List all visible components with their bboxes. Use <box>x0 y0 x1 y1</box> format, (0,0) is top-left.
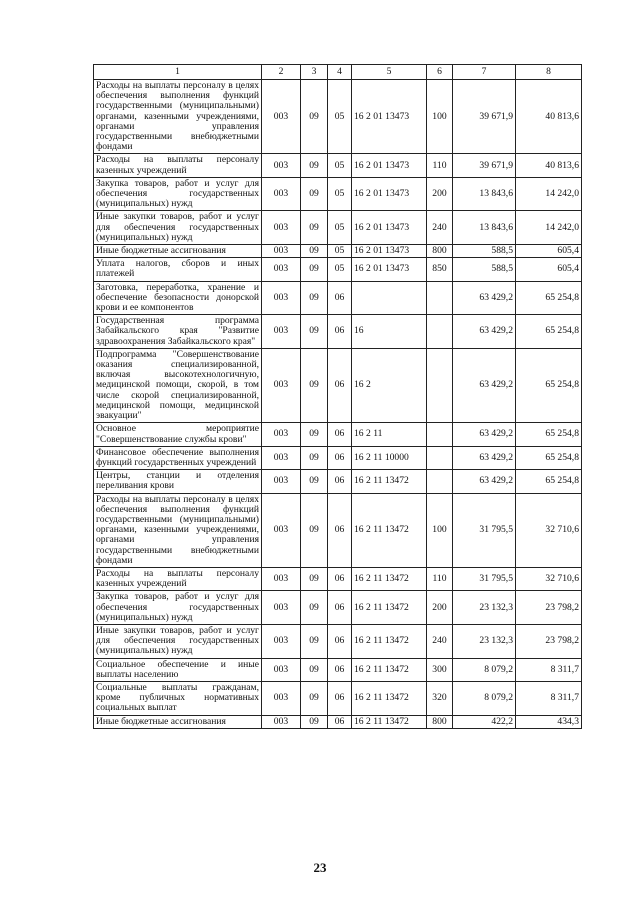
expense-type-cell: 200 <box>427 591 453 625</box>
year2-amount-cell: 434,3 <box>516 715 582 728</box>
table-row <box>94 567 582 590</box>
section-cell: 09 <box>301 245 328 258</box>
year1-amount-cell: 8 079,2 <box>453 658 516 681</box>
section-cell: 09 <box>301 154 328 177</box>
year1-amount-cell: 8 079,2 <box>453 681 516 715</box>
gl-code-cell: 003 <box>262 715 301 728</box>
table-row <box>94 281 582 315</box>
row-name-cell: Государственная программа Забайкальского края "Развитие здравоохранения Забайкальского края" <box>94 315 262 349</box>
target-item-cell: 16 2 11 13472 <box>352 470 427 493</box>
gl-code-cell: 003 <box>262 567 301 590</box>
table-row <box>94 211 582 245</box>
year1-amount-cell: 588,5 <box>453 258 516 281</box>
year1-amount-cell: 63 429,2 <box>453 470 516 493</box>
section-cell: 09 <box>301 177 328 211</box>
gl-code-cell: 003 <box>262 315 301 349</box>
expense-type-cell: 800 <box>427 245 453 258</box>
expense-type-cell: 850 <box>427 258 453 281</box>
target-item-cell: 16 2 01 13473 <box>352 258 427 281</box>
year2-amount-cell: 14 242,0 <box>516 177 582 211</box>
expense-type-cell: 800 <box>427 715 453 728</box>
section-cell: 09 <box>301 258 328 281</box>
subsection-cell: 06 <box>328 446 352 469</box>
table-row <box>94 177 582 211</box>
subsection-cell: 06 <box>328 591 352 625</box>
subsection-cell: 06 <box>328 281 352 315</box>
section-cell: 09 <box>301 423 328 446</box>
subsection-cell: 06 <box>328 470 352 493</box>
expense-type-cell <box>427 281 453 315</box>
table-row <box>94 80 582 154</box>
gl-code-cell: 003 <box>262 446 301 469</box>
year1-amount-cell: 13 843,6 <box>453 177 516 211</box>
subsection-cell: 06 <box>328 658 352 681</box>
gl-code-cell: 003 <box>262 493 301 567</box>
target-item-cell: 16 2 11 13472 <box>352 493 427 567</box>
expense-type-cell: 110 <box>427 154 453 177</box>
row-name-cell: Центры, станции и отделения переливания крови <box>94 470 262 493</box>
year2-amount-cell: 65 254,8 <box>516 315 582 349</box>
section-cell: 09 <box>301 315 328 349</box>
table-row <box>94 315 582 349</box>
year2-amount-cell: 605,4 <box>516 258 582 281</box>
target-item-cell <box>352 281 427 315</box>
section-cell: 09 <box>301 470 328 493</box>
row-name-cell: Уплата налогов, сборов и иных платежей <box>94 258 262 281</box>
row-name-cell: Иные бюджетные ассигнования <box>94 715 262 728</box>
table-row <box>94 154 582 177</box>
table-row <box>94 591 582 625</box>
section-cell: 09 <box>301 211 328 245</box>
expense-type-cell: 200 <box>427 177 453 211</box>
target-item-cell: 16 2 11 <box>352 423 427 446</box>
gl-code-cell: 003 <box>262 681 301 715</box>
year2-amount-cell: 23 798,2 <box>516 591 582 625</box>
year1-amount-cell: 422,2 <box>453 715 516 728</box>
row-name-cell: Подпрограмма "Совершенствование оказания специализированной, включая высокотехнологичную, медицинской помощи, скорой, в том числе скорой специализированной, медицинской помощи, медицинской эвакуации" <box>94 348 262 422</box>
year1-amount-cell: 588,5 <box>453 245 516 258</box>
year2-amount-cell: 32 710,6 <box>516 567 582 590</box>
year1-amount-cell: 63 429,2 <box>453 446 516 469</box>
gl-code-cell: 003 <box>262 624 301 658</box>
subsection-cell: 06 <box>328 567 352 590</box>
section-cell: 09 <box>301 348 328 422</box>
target-item-cell: 16 2 01 13473 <box>352 177 427 211</box>
row-name-cell: Социальные выплаты гражданам, кроме публичных нормативных социальных выплат <box>94 681 262 715</box>
gl-code-cell: 003 <box>262 348 301 422</box>
row-name-cell: Расходы на выплаты персоналу в целях обеспечения выполнения функций государственными (муниципальными) органами, казенными учреждениями, органами управления государственными внебюджетными фондами <box>94 80 262 154</box>
section-cell: 09 <box>301 567 328 590</box>
name-column-header: 1 <box>94 65 262 80</box>
subsection-cell: 06 <box>328 348 352 422</box>
row-name-cell: Заготовка, переработка, хранение и обеспечение безопасности донорской крови и ее компонентов <box>94 281 262 315</box>
subsection-cell: 06 <box>328 423 352 446</box>
expense-type-cell: 110 <box>427 567 453 590</box>
row-name-cell: Финансовое обеспечение выполнения функций государственных учреждений <box>94 446 262 469</box>
gl-code-cell: 003 <box>262 177 301 211</box>
row-name-cell: Иные закупки товаров, работ и услуг для обеспечения государственных (муниципальных) нужд <box>94 211 262 245</box>
expense-type-cell: 300 <box>427 658 453 681</box>
target-item-cell: 16 2 11 13472 <box>352 567 427 590</box>
target-item-cell: 16 2 11 10000 <box>352 446 427 469</box>
year2-amount-cell: 65 254,8 <box>516 446 582 469</box>
table-row <box>94 258 582 281</box>
target-item-cell: 16 2 01 13473 <box>352 154 427 177</box>
table-row <box>94 658 582 681</box>
year2-amount-cell: 32 710,6 <box>516 493 582 567</box>
subsection-cell: 06 <box>328 624 352 658</box>
target-item-cell: 16 2 11 13472 <box>352 715 427 728</box>
section-cell: 09 <box>301 715 328 728</box>
table-row <box>94 493 582 567</box>
year2-amount-cell: 14 242,0 <box>516 211 582 245</box>
year1-amount-cell: 63 429,2 <box>453 423 516 446</box>
section-cell: 09 <box>301 281 328 315</box>
section-cell: 09 <box>301 658 328 681</box>
expense-type-cell: 100 <box>427 493 453 567</box>
table-row <box>94 681 582 715</box>
year2-amount-cell: 605,4 <box>516 245 582 258</box>
table-row <box>94 348 582 422</box>
expense-type-column-header: 6 <box>427 65 453 80</box>
subsection-column-header: 4 <box>328 65 352 80</box>
subsection-cell: 05 <box>328 258 352 281</box>
section-cell: 09 <box>301 80 328 154</box>
gl-code-cell: 003 <box>262 258 301 281</box>
year1-amount-cell: 39 671,9 <box>453 154 516 177</box>
year1-amount-cell: 63 429,2 <box>453 281 516 315</box>
target-item-cell: 16 2 01 13473 <box>352 245 427 258</box>
section-cell: 09 <box>301 493 328 567</box>
subsection-cell: 06 <box>328 315 352 349</box>
gl-code-cell: 003 <box>262 423 301 446</box>
subsection-cell: 05 <box>328 154 352 177</box>
year2-amount-cell: 65 254,8 <box>516 281 582 315</box>
year1-amount-cell: 63 429,2 <box>453 315 516 349</box>
row-name-cell: Расходы на выплаты персоналу казенных учреждений <box>94 567 262 590</box>
table-row <box>94 470 582 493</box>
subsection-cell: 06 <box>328 493 352 567</box>
year2-amount-column-header: 8 <box>516 65 582 80</box>
target-item-cell: 16 2 11 13472 <box>352 681 427 715</box>
year1-amount-cell: 23 132,3 <box>453 624 516 658</box>
budget-table <box>93 64 582 729</box>
expense-type-cell <box>427 348 453 422</box>
year2-amount-cell: 8 311,7 <box>516 681 582 715</box>
row-name-cell: Расходы на выплаты персоналу казенных учреждений <box>94 154 262 177</box>
target-item-cell: 16 2 11 13472 <box>352 624 427 658</box>
expense-type-cell <box>427 446 453 469</box>
row-name-cell: Закупка товаров, работ и услуг для обеспечения государственных (муниципальных) нужд <box>94 177 262 211</box>
section-cell: 09 <box>301 681 328 715</box>
year2-amount-cell: 65 254,8 <box>516 470 582 493</box>
target-item-cell: 16 <box>352 315 427 349</box>
gl-code-cell: 003 <box>262 245 301 258</box>
row-name-cell: Иные закупки товаров, работ и услуг для обеспечения государственных (муниципальных) нужд <box>94 624 262 658</box>
expense-type-cell <box>427 315 453 349</box>
subsection-cell: 05 <box>328 80 352 154</box>
expense-type-cell <box>427 470 453 493</box>
table-row <box>94 624 582 658</box>
target-item-cell: 16 2 01 13473 <box>352 211 427 245</box>
table-row <box>94 423 582 446</box>
expense-type-cell: 100 <box>427 80 453 154</box>
table-body <box>94 80 582 729</box>
table-head <box>94 65 582 80</box>
gl-code-cell: 003 <box>262 80 301 154</box>
year1-amount-cell: 13 843,6 <box>453 211 516 245</box>
table-row <box>94 245 582 258</box>
row-name-cell: Социальное обеспечение и иные выплаты населению <box>94 658 262 681</box>
year1-amount-cell: 39 671,9 <box>453 80 516 154</box>
subsection-cell: 05 <box>328 245 352 258</box>
subsection-cell: 06 <box>328 681 352 715</box>
gl-code-cell: 003 <box>262 591 301 625</box>
row-name-cell: Иные бюджетные ассигнования <box>94 245 262 258</box>
gl-code-cell: 003 <box>262 470 301 493</box>
year2-amount-cell: 8 311,7 <box>516 658 582 681</box>
subsection-cell: 05 <box>328 177 352 211</box>
year2-amount-cell: 23 798,2 <box>516 624 582 658</box>
gl-code-cell: 003 <box>262 154 301 177</box>
target-item-cell: 16 2 <box>352 348 427 422</box>
subsection-cell: 06 <box>328 715 352 728</box>
row-name-cell: Основное мероприятие "Совершенствование службы крови" <box>94 423 262 446</box>
expense-type-cell: 240 <box>427 211 453 245</box>
section-cell: 09 <box>301 446 328 469</box>
year2-amount-cell: 65 254,8 <box>516 348 582 422</box>
target-item-cell: 16 2 01 13473 <box>352 80 427 154</box>
year1-amount-column-header: 7 <box>453 65 516 80</box>
year2-amount-cell: 40 813,6 <box>516 80 582 154</box>
section-column-header: 3 <box>301 65 328 80</box>
gl-code-column-header: 2 <box>262 65 301 80</box>
row-name-cell: Расходы на выплаты персоналу в целях обеспечения выполнения функций государственными (муниципальными) органами, казенными учреждениями, органами управления государственными внебюджетными фондами <box>94 493 262 567</box>
year1-amount-cell: 31 795,5 <box>453 493 516 567</box>
target-item-column-header: 5 <box>352 65 427 80</box>
year1-amount-cell: 31 795,5 <box>453 567 516 590</box>
year1-amount-cell: 23 132,3 <box>453 591 516 625</box>
row-name-cell: Закупка товаров, работ и услуг для обеспечения государственных (муниципальных) нужд <box>94 591 262 625</box>
section-cell: 09 <box>301 624 328 658</box>
gl-code-cell: 003 <box>262 658 301 681</box>
target-item-cell: 16 2 11 13472 <box>352 658 427 681</box>
subsection-cell: 05 <box>328 211 352 245</box>
gl-code-cell: 003 <box>262 211 301 245</box>
year2-amount-cell: 65 254,8 <box>516 423 582 446</box>
expense-type-cell: 240 <box>427 624 453 658</box>
gl-code-cell: 003 <box>262 281 301 315</box>
target-item-cell: 16 2 11 13472 <box>352 591 427 625</box>
year1-amount-cell: 63 429,2 <box>453 348 516 422</box>
header-row <box>94 65 582 80</box>
table-row <box>94 715 582 728</box>
year2-amount-cell: 40 813,6 <box>516 154 582 177</box>
table-row <box>94 446 582 469</box>
expense-type-cell: 320 <box>427 681 453 715</box>
section-cell: 09 <box>301 591 328 625</box>
page-number: 23 <box>313 860 327 875</box>
expense-type-cell <box>427 423 453 446</box>
